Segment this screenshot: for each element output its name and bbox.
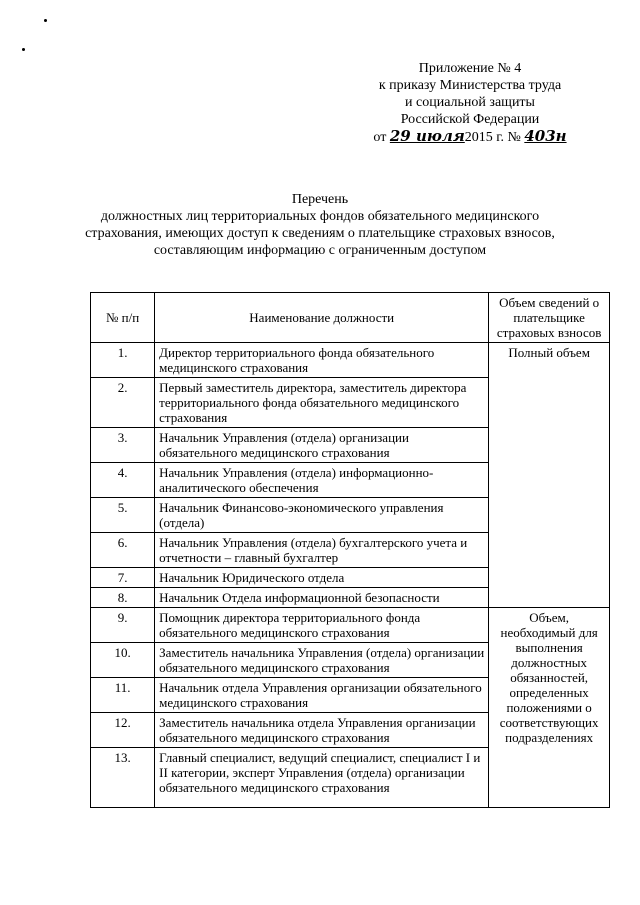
- position-name: Начальник Отдела информационной безопасности: [155, 588, 489, 608]
- position-name: Заместитель начальника отдела Управления организации обязательного медицинского страхования: [155, 713, 489, 748]
- header-number: № п/п: [91, 293, 155, 343]
- date-prefix: от: [373, 130, 387, 145]
- row-number: 5.: [91, 498, 155, 533]
- position-name: Первый заместитель директора, заместитель директора территориального фонда обязательного медицинского страхования: [155, 378, 489, 428]
- row-number: 7.: [91, 568, 155, 588]
- position-name: Заместитель начальника Управления (отдела) организации обязательного медицинского страхования: [155, 643, 489, 678]
- row-number: 3.: [91, 428, 155, 463]
- approval-line: и социальной защиты: [405, 95, 535, 110]
- row-number: 13.: [91, 748, 155, 808]
- position-name: Начальник Управления (отдела) организации обязательного медицинского страхования: [155, 428, 489, 463]
- approval-line: к приказу Министерства труда: [378, 78, 562, 93]
- header-position-name: Наименование должности: [155, 293, 489, 343]
- position-name: Начальник Управления (отдела) бухгалтерского учета и отчетности – главный бухгалтер: [155, 533, 489, 568]
- handwritten-order-number: 403н: [524, 127, 567, 145]
- position-name: Начальник Управления (отдела) информационно-аналитического обеспечения: [155, 463, 489, 498]
- scan-speck: [22, 48, 25, 51]
- table-row: [91, 343, 610, 378]
- position-name: Помощник директора территориального фонда обязательного медицинского страхования: [155, 608, 489, 643]
- row-number: 4.: [91, 463, 155, 498]
- scan-speck: [44, 19, 47, 22]
- position-name: Начальник отдела Управления организации обязательного медицинского страхования: [155, 678, 489, 713]
- scope-partial-access: Объем, необходимый для выполнения должностных обязанностей, определенных положениями о соответствующих подразделениях: [489, 608, 610, 808]
- row-number: 2.: [91, 378, 155, 428]
- position-name: Директор территориального фонда обязательного медицинского страхования: [155, 343, 489, 378]
- header-data-scope: Объем сведений о плательщике страховых взносов: [489, 293, 610, 343]
- row-number: 9.: [91, 608, 155, 643]
- document-heading: [80, 191, 560, 259]
- position-name: Начальник Юридического отдела: [155, 568, 489, 588]
- approval-line: Приложение № 4: [418, 61, 522, 76]
- document-title: Перечень: [291, 192, 349, 207]
- scope-full-access: Полный объем: [489, 343, 610, 608]
- row-number: 12.: [91, 713, 155, 748]
- approval-line: Российской Федерации: [400, 112, 540, 127]
- order-year: 2015 г. №: [464, 130, 521, 145]
- row-number: 11.: [91, 678, 155, 713]
- position-name: Главный специалист, ведущий специалист, специалист I и II категории, эксперт Управления (отдела) организации обязательного медицинского страхования: [155, 748, 489, 808]
- position-name: Начальник Финансово-экономического управления (отдела): [155, 498, 489, 533]
- table-row: [91, 608, 610, 643]
- row-number: 6.: [91, 533, 155, 568]
- approval-block: [340, 60, 600, 146]
- handwritten-date: 29 июля: [389, 127, 465, 145]
- row-number: 8.: [91, 588, 155, 608]
- order-date-line: [340, 128, 600, 146]
- row-number: 10.: [91, 643, 155, 678]
- document-subtitle: должностных лиц территориальных фондов обязательного медицинского страхования, имеющих доступ к сведениям о плательщике страховых взносов, составляющим информацию с ограниченным доступом: [85, 209, 555, 258]
- table-header-row: [91, 293, 610, 343]
- positions-table: [90, 292, 610, 808]
- row-number: 1.: [91, 343, 155, 378]
